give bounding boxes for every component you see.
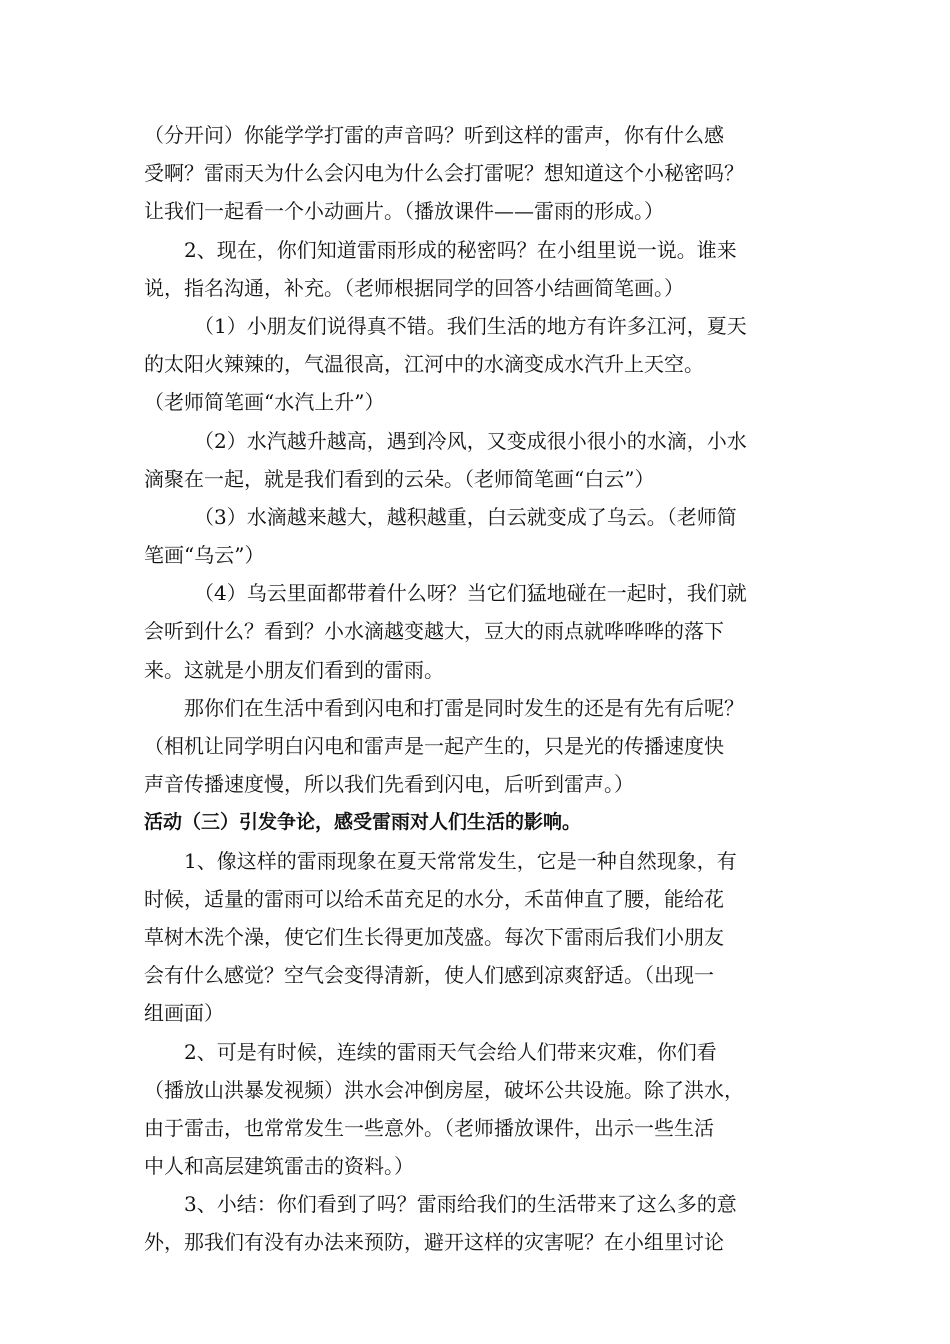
- text-line: （3）水滴越来越大，越积越重，白云就变成了乌云。（老师简: [194, 504, 737, 529]
- text-line: 草树木洗个澡，使它们生长得更加茂盛。每次下雷雨后我们小朋友: [144, 924, 724, 949]
- text-line: 滴聚在一起，就是我们看到的云朵。（老师简笔画“白云”）: [144, 466, 655, 491]
- text-line: 中人和高层建筑雷击的资料。）: [144, 1154, 414, 1179]
- text-line: 受啊？雷雨天为什么会闪电为什么会打雷呢？想知道这个小秘密吗？: [144, 161, 744, 186]
- text-line: 3、小结：你们看到了吗？雷雨给我们的生活带来了这么多的意: [184, 1192, 737, 1217]
- text-line: 由于雷击，也常常发生一些意外。（老师播放课件，出示一些生活: [144, 1115, 714, 1140]
- text-line: 1、像这样的雷雨现象在夏天常常发生，它是一种自然现象，有: [184, 848, 737, 873]
- text-line: （4）乌云里面都带着什么呀？当它们猛地碰在一起时，我们就: [194, 581, 747, 606]
- text-line: 声音传播速度慢，所以我们先看到闪电，后听到雷声。）: [144, 772, 634, 797]
- text-line: 让我们一起看一个小动画片。（播放课件——雷雨的形成。）: [144, 199, 664, 224]
- text-line: 那你们在生活中看到闪电和打雷是同时发生的还是有先有后呢？: [184, 695, 744, 720]
- text-line: 组画面）: [144, 1001, 224, 1026]
- text-line: 说，指名沟通，补充。（老师根据同学的回答小结画简笔画。）: [144, 275, 684, 300]
- text-line: 笔画“乌云”）: [144, 543, 265, 568]
- text-line: 时候，适量的雷雨可以给禾苗充足的水分，禾苗伸直了腰，能给花: [144, 886, 724, 911]
- text-line: 外，那我们有没有办法来预防，避开这样的灾害呢？在小组里讨论: [144, 1230, 724, 1255]
- text-line: 的太阳火辣辣的，气温很高，江河中的水滴变成水汽升上天空。: [144, 352, 704, 377]
- text-line: （播放山洪暴发视频）洪水会冲倒房屋，破坏公共设施。除了洪水，: [144, 1077, 744, 1102]
- document-body: [144, 116, 808, 1262]
- text-line: （1）小朋友们说得真不错。我们生活的地方有许多江河，夏天: [194, 313, 747, 338]
- text-line: 会听到什么？看到？小水滴越变越大，豆大的雨点就哗哗哗的落下: [144, 619, 724, 644]
- text-line: （老师简笔画“水汽上升”）: [144, 390, 385, 415]
- text-line: （相机让同学明白闪电和雷声是一起产生的，只是光的传播速度快: [144, 734, 724, 758]
- text-line: 来。这就是小朋友们看到的雷雨。: [144, 657, 444, 682]
- text-line: （分开问）你能学学打雷的声音吗？听到这样的雷声，你有什么感: [144, 123, 724, 147]
- section-heading: 活动（三）引发争论，感受雷雨对人们生活的影响。: [144, 811, 582, 834]
- text-line: 2、可是有时候，连续的雷雨天气会给人们带来灾难，你们看: [184, 1039, 717, 1064]
- text-line: 会有什么感觉？空气会变得清新，使人们感到凉爽舒适。（出现一: [144, 963, 714, 988]
- text-line: 2、现在，你们知道雷雨形成的秘密吗？在小组里说一说。谁来: [184, 237, 737, 262]
- text-line: （2）水汽越升越高，遇到冷风，又变成很小很小的水滴，小水: [194, 428, 747, 453]
